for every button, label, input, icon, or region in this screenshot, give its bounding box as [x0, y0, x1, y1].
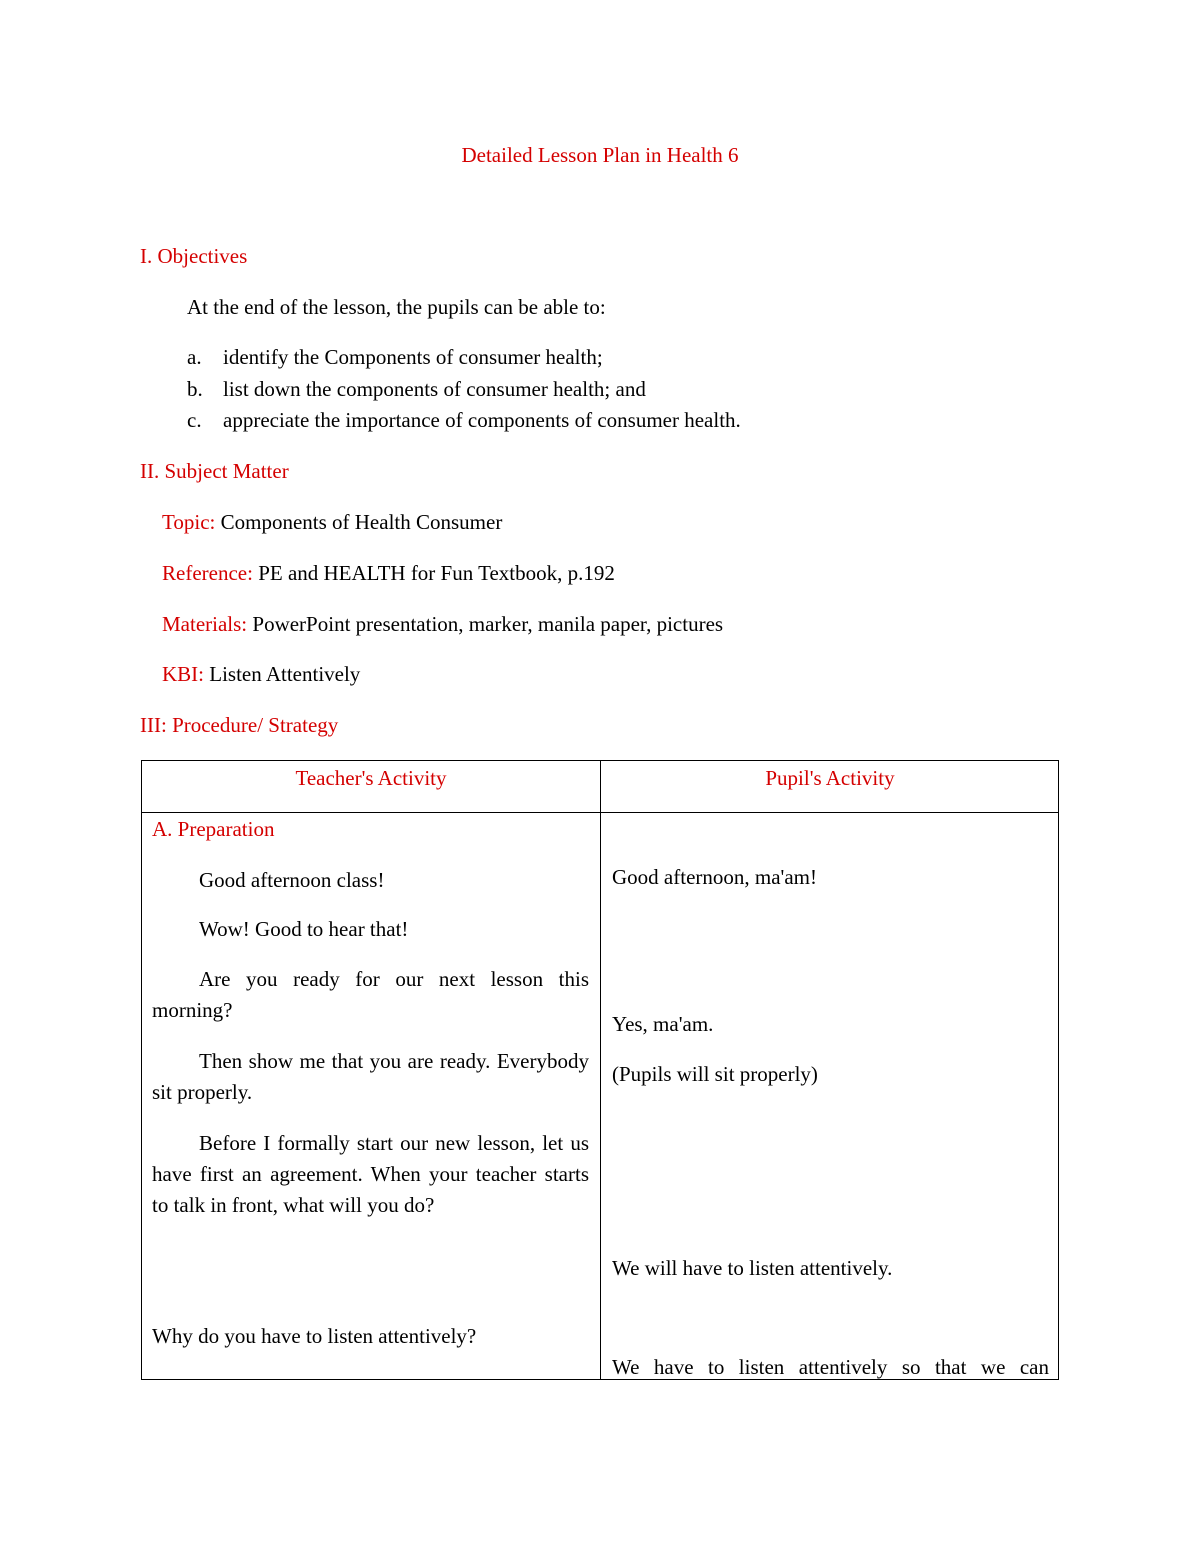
objective-item: [187, 410, 741, 431]
materials-value: PowerPoint presentation, marker, manila paper, pictures: [247, 612, 724, 636]
objective-marker: c.: [187, 408, 202, 432]
reference-label: Reference:: [162, 561, 253, 585]
document-title: Detailed Lesson Plan in Health 6: [461, 143, 739, 167]
pupil-line: We will have to listen attentively.: [612, 1256, 893, 1280]
pupil-line: We have to listen attentively so that we can: [612, 1355, 1049, 1379]
section-label: A. Preparation: [152, 817, 275, 841]
header-divider: [142, 812, 1058, 813]
pupil-line: Good afternoon, ma'am!: [612, 865, 817, 889]
kbi-label: KBI:: [162, 662, 204, 686]
teacher-line: Are you ready for our next lesson this morning?: [152, 967, 589, 1022]
objective-item: [187, 379, 646, 400]
objective-marker: a.: [187, 345, 202, 369]
teacher-line: Good afternoon class!: [199, 868, 385, 892]
objectives-intro: At the end of the lesson, the pupils can be able to:: [187, 295, 606, 319]
objectives-heading: I. Objectives: [140, 244, 248, 268]
subject-matter-heading: II. Subject Matter: [140, 459, 289, 483]
procedure-table: [141, 760, 1059, 1380]
reference-line: [162, 563, 615, 584]
reference-value: PE and HEALTH for Fun Textbook, p.192: [252, 561, 615, 585]
kbi-line: [162, 664, 360, 685]
procedure-heading: III: Procedure/ Strategy: [140, 713, 339, 737]
teacher-activity-header: Teacher's Activity: [295, 766, 447, 790]
kbi-value: Listen Attentively: [204, 662, 361, 686]
objective-text: identify the Components of consumer health;: [223, 345, 603, 369]
teacher-line: Then show me that you are ready. Everybody sit properly.: [152, 1049, 589, 1104]
column-divider: [600, 761, 601, 1379]
pupil-line: (Pupils will sit properly): [612, 1062, 818, 1086]
objective-item: [187, 347, 603, 368]
objective-marker: b.: [187, 377, 203, 401]
teacher-line: Wow! Good to hear that!: [199, 917, 409, 941]
materials-label: Materials:: [162, 612, 248, 636]
topic-value: Components of Health Consumer: [215, 510, 503, 534]
teacher-line: Before I formally start our new lesson, let us have first an agreement. When your teacher starts to talk in front, what will you do?: [152, 1131, 589, 1217]
objective-text: appreciate the importance of components of consumer health.: [223, 408, 741, 432]
topic-line: [162, 512, 502, 533]
topic-label: Topic:: [162, 510, 216, 534]
pupil-line: Yes, ma'am.: [612, 1012, 714, 1036]
materials-line: [162, 614, 723, 635]
pupil-activity-header: Pupil's Activity: [765, 766, 895, 790]
teacher-line: Why do you have to listen attentively?: [152, 1324, 477, 1348]
objective-text: list down the components of consumer health; and: [223, 377, 646, 401]
